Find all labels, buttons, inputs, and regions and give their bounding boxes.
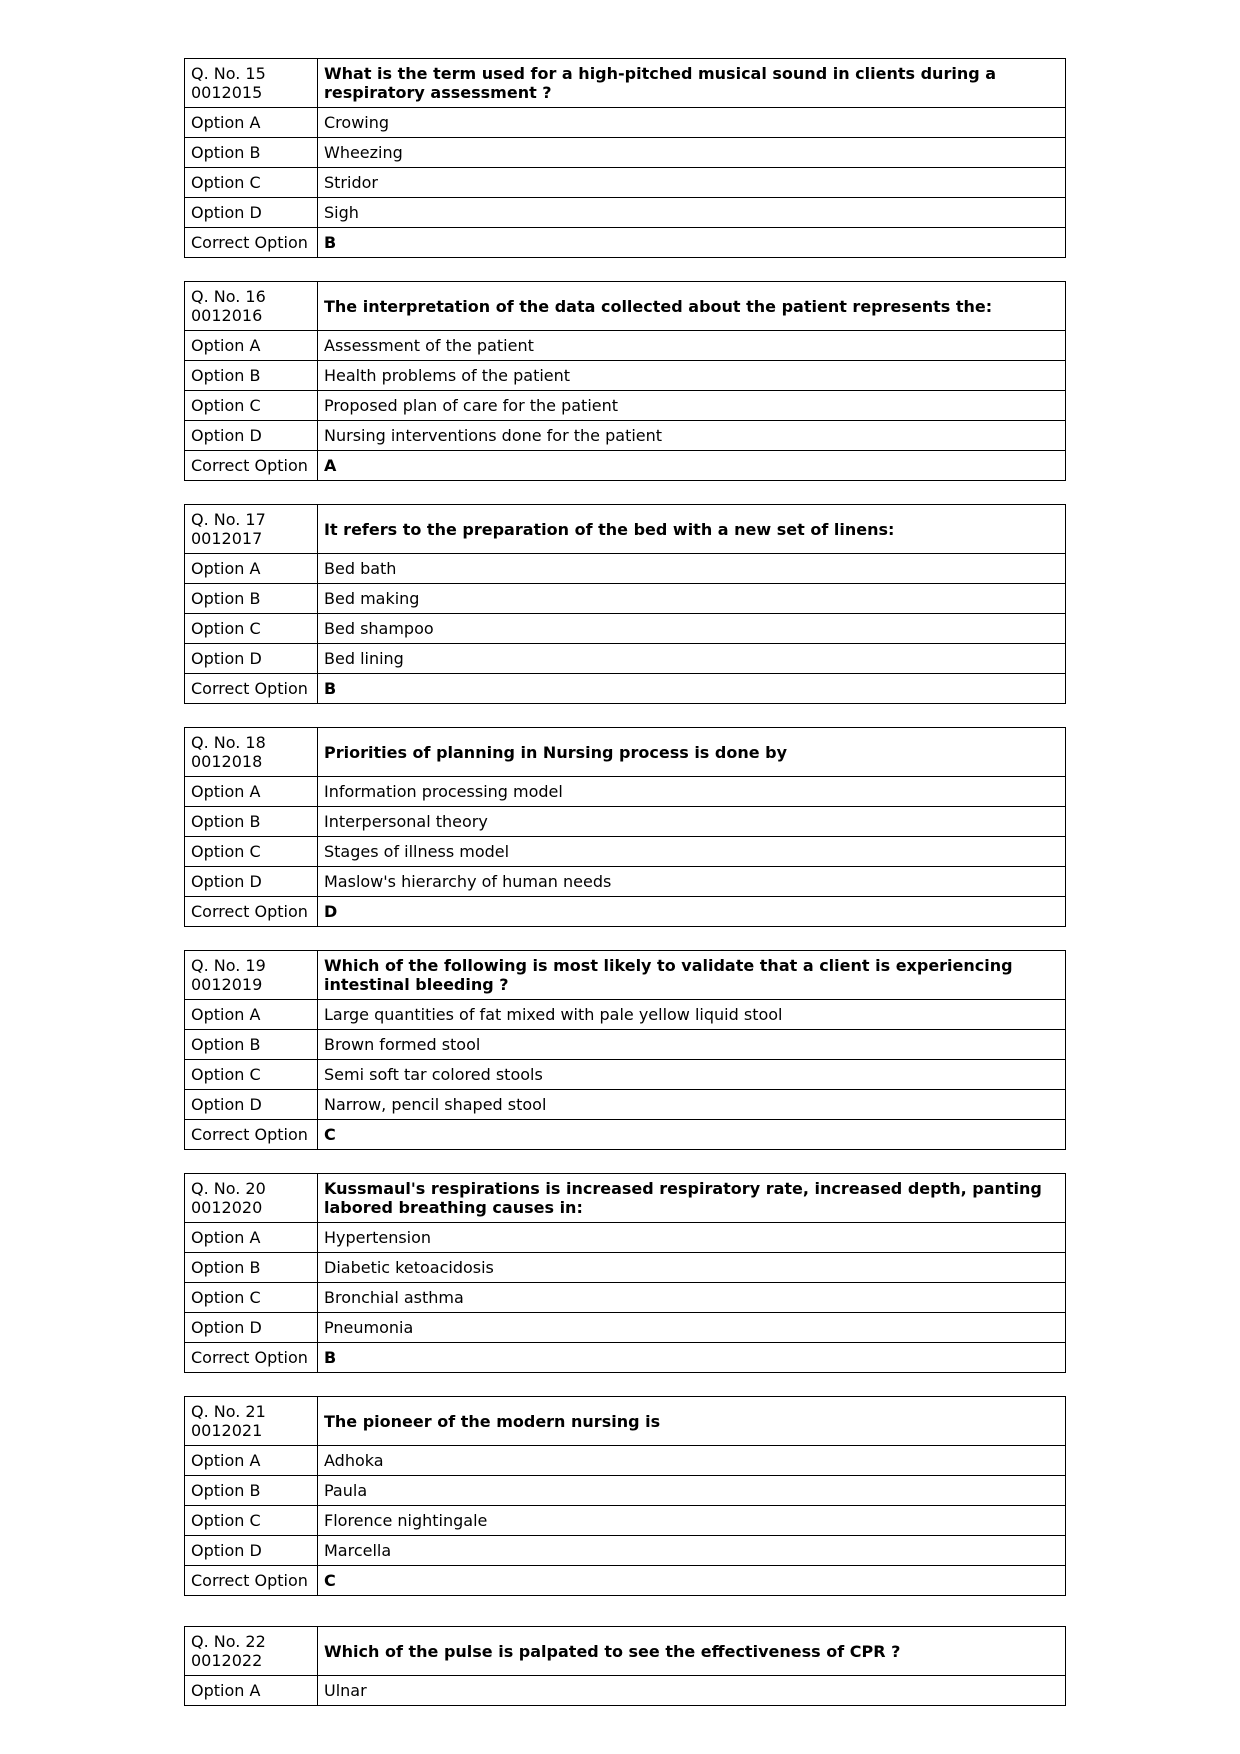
question-code: 0012017 [191,529,263,548]
option-row [185,644,1066,674]
option-label: Option C [185,1283,318,1313]
question-table [184,727,1066,927]
option-label: Option A [185,108,318,138]
option-text: Ulnar [318,1676,1066,1706]
correct-option-value: D [318,897,1066,927]
option-row [185,198,1066,228]
option-label: Option C [185,391,318,421]
option-row [185,168,1066,198]
option-label: Option B [185,1476,318,1506]
option-label: Option A [185,777,318,807]
option-label: Option D [185,1313,318,1343]
option-label: Option B [185,1030,318,1060]
question-header-row [185,1627,1066,1676]
option-row [185,108,1066,138]
correct-option-label: Correct Option [185,897,318,927]
option-text: Marcella [318,1536,1066,1566]
correct-option-value: A [318,451,1066,481]
option-label: Option B [185,1253,318,1283]
option-text: Maslow's hierarchy of human needs [318,867,1066,897]
option-label: Option C [185,1060,318,1090]
option-row [185,1283,1066,1313]
question-table [184,1173,1066,1373]
option-label: Option B [185,807,318,837]
option-label: Option C [185,1506,318,1536]
option-row [185,554,1066,584]
question-number: Q. No. 17 [191,510,266,529]
question-text: Priorities of planning in Nursing process is done by [318,728,1066,777]
option-label: Option C [185,837,318,867]
question-number-cell [185,951,318,1000]
question-text: Which of the following is most likely to validate that a client is experiencing intestinal bleeding ? [318,951,1066,1000]
option-label: Option A [185,331,318,361]
question-text: What is the term used for a high-pitched musical sound in clients during a respiratory assessment ? [318,59,1066,108]
option-text: Narrow, pencil shaped stool [318,1090,1066,1120]
option-row [185,614,1066,644]
question-code: 0012018 [191,752,263,771]
correct-option-row [185,1343,1066,1373]
question-number: Q. No. 19 [191,956,266,975]
question-code: 0012022 [191,1651,263,1670]
question-code: 0012021 [191,1421,263,1440]
option-text: Adhoka [318,1446,1066,1476]
correct-option-row [185,451,1066,481]
option-text: Large quantities of fat mixed with pale yellow liquid stool [318,1000,1066,1030]
question-table [184,950,1066,1150]
option-row [185,1506,1066,1536]
correct-option-row [185,674,1066,704]
option-row [185,777,1066,807]
option-label: Option D [185,644,318,674]
question-number-cell [185,1627,318,1676]
question-text: It refers to the preparation of the bed with a new set of linens: [318,505,1066,554]
option-row [185,361,1066,391]
option-text: Crowing [318,108,1066,138]
option-text: Brown formed stool [318,1030,1066,1060]
option-text: Interpersonal theory [318,807,1066,837]
option-row [185,837,1066,867]
option-label: Option C [185,168,318,198]
question-number-cell [185,282,318,331]
question-number-cell [185,728,318,777]
option-text: Stages of illness model [318,837,1066,867]
question-text: Which of the pulse is palpated to see the effectiveness of CPR ? [318,1627,1066,1676]
option-row [185,807,1066,837]
option-row [185,331,1066,361]
correct-option-value: B [318,1343,1066,1373]
option-row [185,1446,1066,1476]
correct-option-value: C [318,1566,1066,1596]
question-number-cell [185,505,318,554]
option-label: Option A [185,554,318,584]
option-text: Health problems of the patient [318,361,1066,391]
correct-option-label: Correct Option [185,451,318,481]
option-label: Option A [185,1676,318,1706]
option-label: Option A [185,1223,318,1253]
option-label: Option D [185,198,318,228]
correct-option-label: Correct Option [185,674,318,704]
option-label: Option B [185,584,318,614]
option-row [185,1060,1066,1090]
option-text: Nursing interventions done for the patient [318,421,1066,451]
option-text: Stridor [318,168,1066,198]
correct-option-label: Correct Option [185,228,318,258]
option-text: Bed shampoo [318,614,1066,644]
question-header-row [185,59,1066,108]
option-row [185,391,1066,421]
question-table [184,504,1066,704]
question-number: Q. No. 15 [191,64,266,83]
question-table [184,1626,1066,1706]
option-row [185,1000,1066,1030]
correct-option-row [185,228,1066,258]
correct-option-row [185,1566,1066,1596]
option-text: Pneumonia [318,1313,1066,1343]
option-text: Information processing model [318,777,1066,807]
option-text: Diabetic ketoacidosis [318,1253,1066,1283]
question-number: Q. No. 22 [191,1632,266,1651]
question-text: Kussmaul's respirations is increased respiratory rate, increased depth, panting labored breathing causes in: [318,1174,1066,1223]
option-row [185,1223,1066,1253]
correct-option-label: Correct Option [185,1343,318,1373]
option-label: Option B [185,361,318,391]
correct-option-value: B [318,228,1066,258]
question-code: 0012015 [191,83,263,102]
question-header-row [185,1397,1066,1446]
question-header-row [185,728,1066,777]
option-label: Option A [185,1000,318,1030]
option-text: Wheezing [318,138,1066,168]
correct-option-value: B [318,674,1066,704]
option-label: Option C [185,614,318,644]
correct-option-label: Correct Option [185,1566,318,1596]
correct-option-row [185,897,1066,927]
question-table [184,58,1066,258]
option-label: Option D [185,421,318,451]
option-row [185,1313,1066,1343]
question-table [184,1396,1066,1596]
option-text: Bed making [318,584,1066,614]
option-row [185,1476,1066,1506]
question-number-cell [185,1174,318,1223]
option-row [185,421,1066,451]
question-number: Q. No. 20 [191,1179,266,1198]
option-label: Option D [185,1536,318,1566]
question-number: Q. No. 16 [191,287,266,306]
option-row [185,867,1066,897]
correct-option-value: C [318,1120,1066,1150]
option-row [185,1090,1066,1120]
question-code: 0012016 [191,306,263,325]
option-text: Florence nightingale [318,1506,1066,1536]
option-row [185,1030,1066,1060]
question-code: 0012019 [191,975,263,994]
question-number: Q. No. 21 [191,1402,266,1421]
option-text: Sigh [318,198,1066,228]
correct-option-row [185,1120,1066,1150]
option-label: Option A [185,1446,318,1476]
option-row [185,1676,1066,1706]
question-table [184,281,1066,481]
option-text: Bed lining [318,644,1066,674]
question-number: Q. No. 18 [191,733,266,752]
option-row [185,1253,1066,1283]
question-header-row [185,951,1066,1000]
option-row [185,138,1066,168]
option-text: Semi soft tar colored stools [318,1060,1066,1090]
option-text: Bronchial asthma [318,1283,1066,1313]
option-text: Paula [318,1476,1066,1506]
option-text: Bed bath [318,554,1066,584]
question-text: The pioneer of the modern nursing is [318,1397,1066,1446]
question-text: The interpretation of the data collected about the patient represents the: [318,282,1066,331]
page-bottom-clip [0,1626,1240,1711]
correct-option-label: Correct Option [185,1120,318,1150]
question-header-row [185,1174,1066,1223]
option-label: Option D [185,1090,318,1120]
option-text: Hypertension [318,1223,1066,1253]
question-code: 0012020 [191,1198,263,1217]
option-row [185,584,1066,614]
option-label: Option D [185,867,318,897]
option-text: Proposed plan of care for the patient [318,391,1066,421]
question-number-cell [185,59,318,108]
option-label: Option B [185,138,318,168]
question-header-row [185,505,1066,554]
question-number-cell [185,1397,318,1446]
option-text: Assessment of the patient [318,331,1066,361]
option-row [185,1536,1066,1566]
question-header-row [185,282,1066,331]
